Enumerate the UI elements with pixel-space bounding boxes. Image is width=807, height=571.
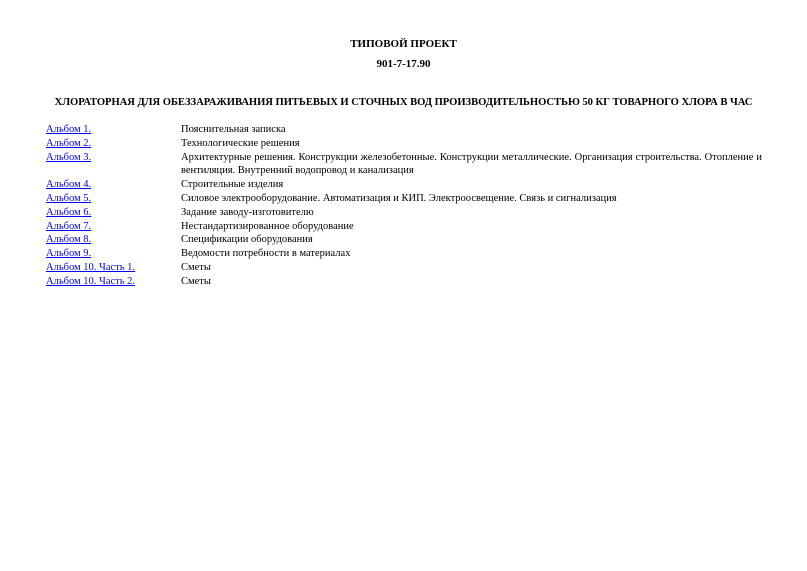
album-link-4[interactable]: Альбом 4. [46,179,92,191]
album-description: Спецификации оборудования [181,234,313,246]
album-link-7[interactable]: Альбом 7. [46,220,92,232]
album-link-1[interactable]: Альбом 1. [46,124,92,135]
list-item [46,123,762,137]
album-list [46,123,762,289]
album-link-5[interactable]: Альбом 5. [46,192,92,204]
list-item [46,206,762,220]
album-link-10-part-1[interactable]: Альбом 10. Часть 1. [46,261,136,273]
list-item [46,261,762,275]
project-title-heading: ХЛОРАТОРНАЯ ДЛЯ ОБЕЗЗАРАЖИВАНИЯ ПИТЬЕВЫХ И СТОЧНЫХ ВОД ПРОИЗВОДИТЕЛЬНОСТЬЮ 50 КГ ТОВАРНОГО ХЛОРА В ЧАС [54,97,753,108]
list-item [46,178,762,192]
album-description: Архитектурные решения. Конструкции железобетонные. Конструкции металлические. Организация строительства. Отопление и вентиляция. Внутренний водопровод и канализация [181,151,762,177]
album-description: Задание заводу-изготовителю [181,206,314,218]
list-item [46,220,762,234]
list-item [46,137,762,151]
document-type-heading: ТИПОВОЙ ПРОЕКТ [350,38,457,50]
album-link-9[interactable]: Альбом 9. [46,248,92,260]
project-code-heading: 901-7-17.90 [376,58,431,70]
album-description: Технологические решения [181,137,300,149]
list-item [46,233,762,247]
album-description: Силовое электрооборудование. Автоматизация и КИП. Электроосвещение. Связь и сигнализация [181,192,617,204]
album-description: Строительные изделия [181,179,284,191]
list-item [46,275,762,289]
album-link-2[interactable]: Альбом 2. [46,137,92,149]
list-item [46,151,762,179]
list-item [46,247,762,261]
album-link-8[interactable]: Альбом 8. [46,234,92,246]
album-link-6[interactable]: Альбом 6. [46,206,92,218]
album-description: Пояснительная записка [181,124,286,135]
list-item [46,192,762,206]
album-description: Ведомости потребности в материалах [181,248,351,260]
album-description: Сметы [181,261,211,273]
album-link-10-part-2[interactable]: Альбом 10. Часть 2. [46,275,136,287]
album-link-3[interactable]: Альбом 3. [46,151,92,163]
album-description: Сметы [181,275,211,287]
album-description: Нестандартизированное оборудование [181,220,354,232]
